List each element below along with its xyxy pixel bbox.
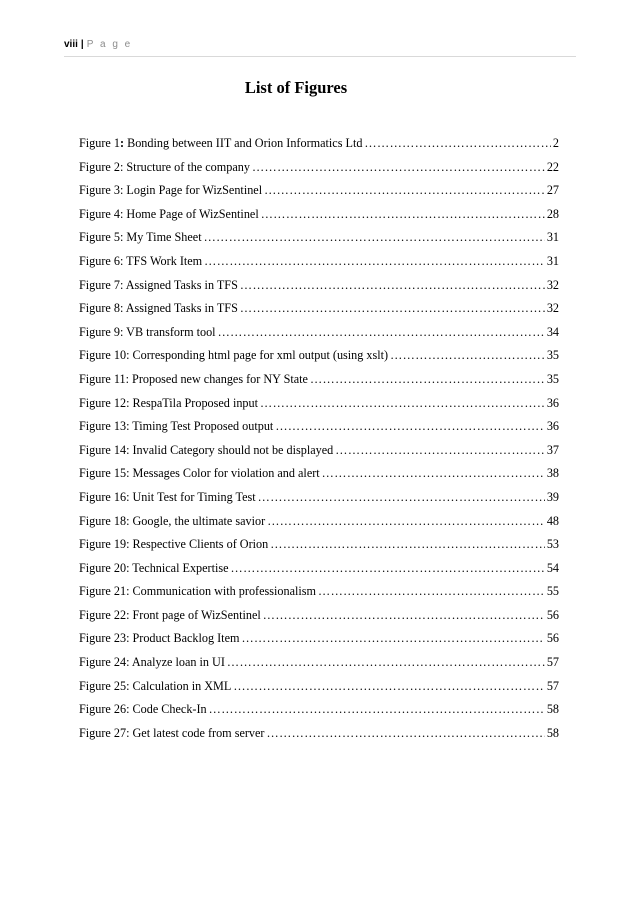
figure-colon: : [126, 513, 130, 528]
dot-leader [335, 443, 545, 458]
dot-leader [264, 183, 545, 198]
figure-list-item[interactable] [79, 608, 559, 632]
figure-caption [79, 396, 258, 411]
figure-list-item[interactable] [79, 278, 559, 302]
figure-list-item[interactable] [79, 514, 559, 538]
dot-leader [310, 372, 545, 387]
figure-list-item[interactable] [79, 396, 559, 420]
figure-list-item[interactable] [79, 561, 559, 585]
dot-leader [390, 348, 545, 363]
figure-caption [79, 679, 231, 694]
figure-caption [79, 655, 225, 670]
figure-title: Assigned Tasks in TFS [123, 277, 238, 292]
figure-title: My Time Sheet [123, 230, 202, 245]
page-separator: | [80, 39, 84, 50]
dot-leader [258, 490, 545, 505]
dot-leader [261, 207, 545, 222]
figure-list-item[interactable] [79, 372, 559, 396]
figure-page-number: 32 [546, 301, 559, 316]
figure-list-item[interactable] [79, 325, 559, 349]
figure-title: Messages Color for violation and alert [129, 466, 320, 481]
figure-number: Figure 26 [79, 702, 127, 717]
figure-title: Analyze loan in UI [129, 655, 225, 670]
figure-colon: : [126, 442, 130, 457]
figure-list-item[interactable] [79, 301, 559, 325]
figure-caption [79, 254, 202, 269]
figure-page-number: 39 [546, 489, 559, 504]
figure-number: Figure 14 [79, 442, 127, 457]
figure-title: Calculation in XML [129, 678, 232, 693]
figure-list-item[interactable] [79, 443, 559, 467]
figure-caption [79, 584, 316, 599]
figure-caption [79, 490, 256, 505]
figure-page-number: 36 [546, 419, 559, 434]
figure-number: Figure 2 [79, 159, 120, 174]
figure-page-number: 57 [546, 678, 559, 693]
figure-caption [79, 301, 238, 316]
figure-colon: : [126, 584, 130, 599]
figure-colon: : [126, 466, 130, 481]
figure-list-item[interactable] [79, 136, 559, 160]
dot-leader [252, 160, 545, 175]
figure-number: Figure 8 [79, 301, 120, 316]
page-number: viii [64, 39, 78, 50]
figure-number: Figure 18 [79, 513, 127, 528]
page-word: P a g e [86, 39, 133, 50]
dot-leader [364, 136, 550, 151]
figure-caption [79, 325, 216, 340]
figure-page-number: 58 [546, 702, 559, 717]
figure-colon: : [126, 725, 130, 740]
figure-title: VB transform tool [123, 324, 216, 339]
dot-leader [267, 514, 545, 529]
figure-list-item[interactable] [79, 207, 559, 231]
figure-title: RespaTila Proposed input [129, 395, 258, 410]
figure-caption [79, 466, 320, 481]
dot-leader [275, 419, 545, 434]
figure-title: Assigned Tasks in TFS [123, 301, 238, 316]
figure-page-number: 53 [546, 537, 559, 552]
dot-leader [227, 655, 545, 670]
figure-number: Figure 27 [79, 725, 127, 740]
figure-caption [79, 726, 264, 741]
figure-caption [79, 537, 268, 552]
figure-caption [79, 608, 261, 623]
figure-colon: : [126, 419, 130, 434]
figure-number: Figure 11 [79, 371, 126, 386]
figure-list-item[interactable] [79, 348, 559, 372]
figure-caption [79, 160, 250, 175]
figure-list [79, 136, 559, 749]
figure-number: Figure 19 [79, 537, 127, 552]
figure-caption [79, 136, 362, 151]
figure-title: Proposed new changes for NY State [129, 371, 308, 386]
figure-title: Invalid Category should not be displayed [129, 442, 334, 457]
figure-title: Home Page of WizSentinel [123, 206, 259, 221]
figure-number: Figure 25 [79, 678, 127, 693]
figure-title: Communication with professionalism [129, 584, 316, 599]
figure-title: Google, the ultimate savior [129, 513, 266, 528]
figure-colon: : [125, 371, 129, 386]
figure-page-number: 35 [546, 348, 559, 363]
dot-leader [322, 466, 545, 481]
figure-caption [79, 207, 259, 222]
figure-title: Structure of the company [123, 159, 250, 174]
figure-colon: : [119, 230, 124, 245]
figure-page-number: 38 [546, 466, 559, 481]
dot-leader [240, 301, 545, 316]
figure-colon: : [126, 631, 130, 646]
figure-list-item[interactable] [79, 183, 559, 207]
figure-list-item[interactable] [79, 419, 559, 443]
figure-title: Code Check-In [129, 702, 207, 717]
figure-title: Corresponding html page for xml output (using xslt) [129, 348, 389, 363]
figure-title: Technical Expertise [129, 560, 229, 575]
dot-leader [231, 561, 545, 576]
figure-caption [79, 631, 239, 646]
figure-list-item[interactable] [79, 254, 559, 278]
figure-caption [79, 278, 238, 293]
figure-page-number: 37 [546, 442, 559, 457]
figure-colon: : [126, 655, 130, 670]
figure-number: Figure 7 [79, 277, 120, 292]
figure-colon: : [126, 607, 130, 622]
figure-list-item[interactable] [79, 537, 559, 561]
figure-number: Figure 21 [79, 584, 127, 599]
figure-page-number: 34 [546, 324, 559, 339]
dot-leader [266, 726, 544, 741]
dot-leader [204, 254, 545, 269]
figure-page-number: 22 [546, 159, 559, 174]
figure-page-number: 54 [546, 560, 559, 575]
figure-colon: : [119, 301, 124, 316]
figure-list-item[interactable] [79, 631, 559, 655]
figure-number: Figure 22 [79, 607, 127, 622]
dot-leader [218, 325, 545, 340]
figure-title: Get latest code from server [129, 725, 265, 740]
figure-page-number: 31 [546, 253, 559, 268]
figure-colon: : [119, 159, 124, 174]
figure-caption [79, 230, 202, 245]
figure-page-number: 32 [546, 277, 559, 292]
figure-title: Unit Test for Timing Test [129, 489, 256, 504]
figure-caption [79, 561, 229, 576]
figure-list-item[interactable] [79, 160, 559, 184]
figure-page-number: 57 [546, 655, 559, 670]
page-header [64, 38, 576, 57]
dot-leader [240, 278, 545, 293]
figure-title: TFS Work Item [123, 253, 203, 268]
figure-page-number: 58 [546, 725, 559, 740]
figure-list-item[interactable] [79, 230, 559, 254]
figure-caption [79, 348, 388, 363]
figure-number: Figure 9 [79, 324, 120, 339]
figure-number: Figure 16 [79, 489, 127, 504]
figure-page-number: 55 [546, 584, 559, 599]
figure-colon: : [119, 277, 124, 292]
figure-list-item[interactable] [79, 726, 559, 750]
figure-colon: : [119, 253, 124, 268]
figure-number: Figure 23 [79, 631, 127, 646]
figure-colon: : [126, 560, 130, 575]
figure-page-number: 31 [546, 230, 559, 245]
figure-page-number: 56 [546, 631, 559, 646]
figure-caption [79, 183, 262, 198]
figure-list-item[interactable] [79, 702, 559, 726]
figure-colon: : [126, 537, 130, 552]
figure-number: Figure 13 [79, 419, 127, 434]
figure-caption [79, 514, 265, 529]
figure-caption [79, 372, 308, 387]
dot-leader [318, 584, 545, 599]
dot-leader [233, 679, 544, 694]
figure-number: Figure 15 [79, 466, 127, 481]
figure-page-number: 27 [546, 183, 559, 198]
figure-page-number: 56 [546, 607, 559, 622]
dot-leader [263, 608, 545, 623]
figure-colon: : [126, 489, 130, 504]
figure-number: Figure 12 [79, 395, 127, 410]
figure-number: Figure 24 [79, 655, 127, 670]
figure-number: Figure 4 [79, 206, 120, 221]
figure-number: Figure 20 [79, 560, 127, 575]
figure-number: Figure 6 [79, 253, 120, 268]
figure-page-number: 35 [546, 371, 559, 386]
figure-number: Figure 1 [79, 136, 120, 150]
figure-page-number: 28 [546, 206, 559, 221]
figure-title: Respective Clients of Orion [129, 537, 269, 552]
figure-list-item[interactable] [79, 584, 559, 608]
figure-caption [79, 419, 273, 434]
figure-list-item[interactable] [79, 490, 559, 514]
dot-leader [209, 702, 545, 717]
dot-leader [204, 230, 545, 245]
figure-page-number: 2 [552, 136, 559, 150]
figure-colon: : [119, 136, 125, 150]
figure-colon: : [126, 678, 130, 693]
dot-leader [241, 631, 544, 646]
figure-colon: : [126, 702, 130, 717]
figure-colon: : [126, 395, 130, 410]
figure-title: Front page of WizSentinel [129, 607, 261, 622]
figure-caption [79, 443, 333, 458]
figure-colon: : [119, 183, 124, 198]
figure-number: Figure 10 [79, 348, 127, 363]
figure-colon: : [119, 324, 124, 339]
figure-page-number: 36 [546, 395, 559, 410]
figure-colon: : [126, 348, 130, 363]
figure-page-number: 48 [546, 513, 559, 528]
figure-caption [79, 702, 207, 717]
figure-title: Timing Test Proposed output [129, 419, 274, 434]
figure-number: Figure 5 [79, 230, 120, 245]
figure-title: Bonding between IIT and Orion Informatics Ltd [124, 136, 363, 150]
page-title: List of Figures [244, 78, 348, 97]
dot-leader [260, 396, 545, 411]
figure-title: Product Backlog Item [129, 631, 240, 646]
figure-list-item[interactable] [79, 679, 559, 703]
figure-title: Login Page for WizSentinel [123, 183, 263, 198]
figure-list-item[interactable] [79, 466, 559, 490]
figure-list-item[interactable] [79, 655, 559, 679]
figure-number: Figure 3 [79, 183, 120, 198]
dot-leader [270, 537, 545, 552]
figure-colon: : [119, 206, 124, 221]
